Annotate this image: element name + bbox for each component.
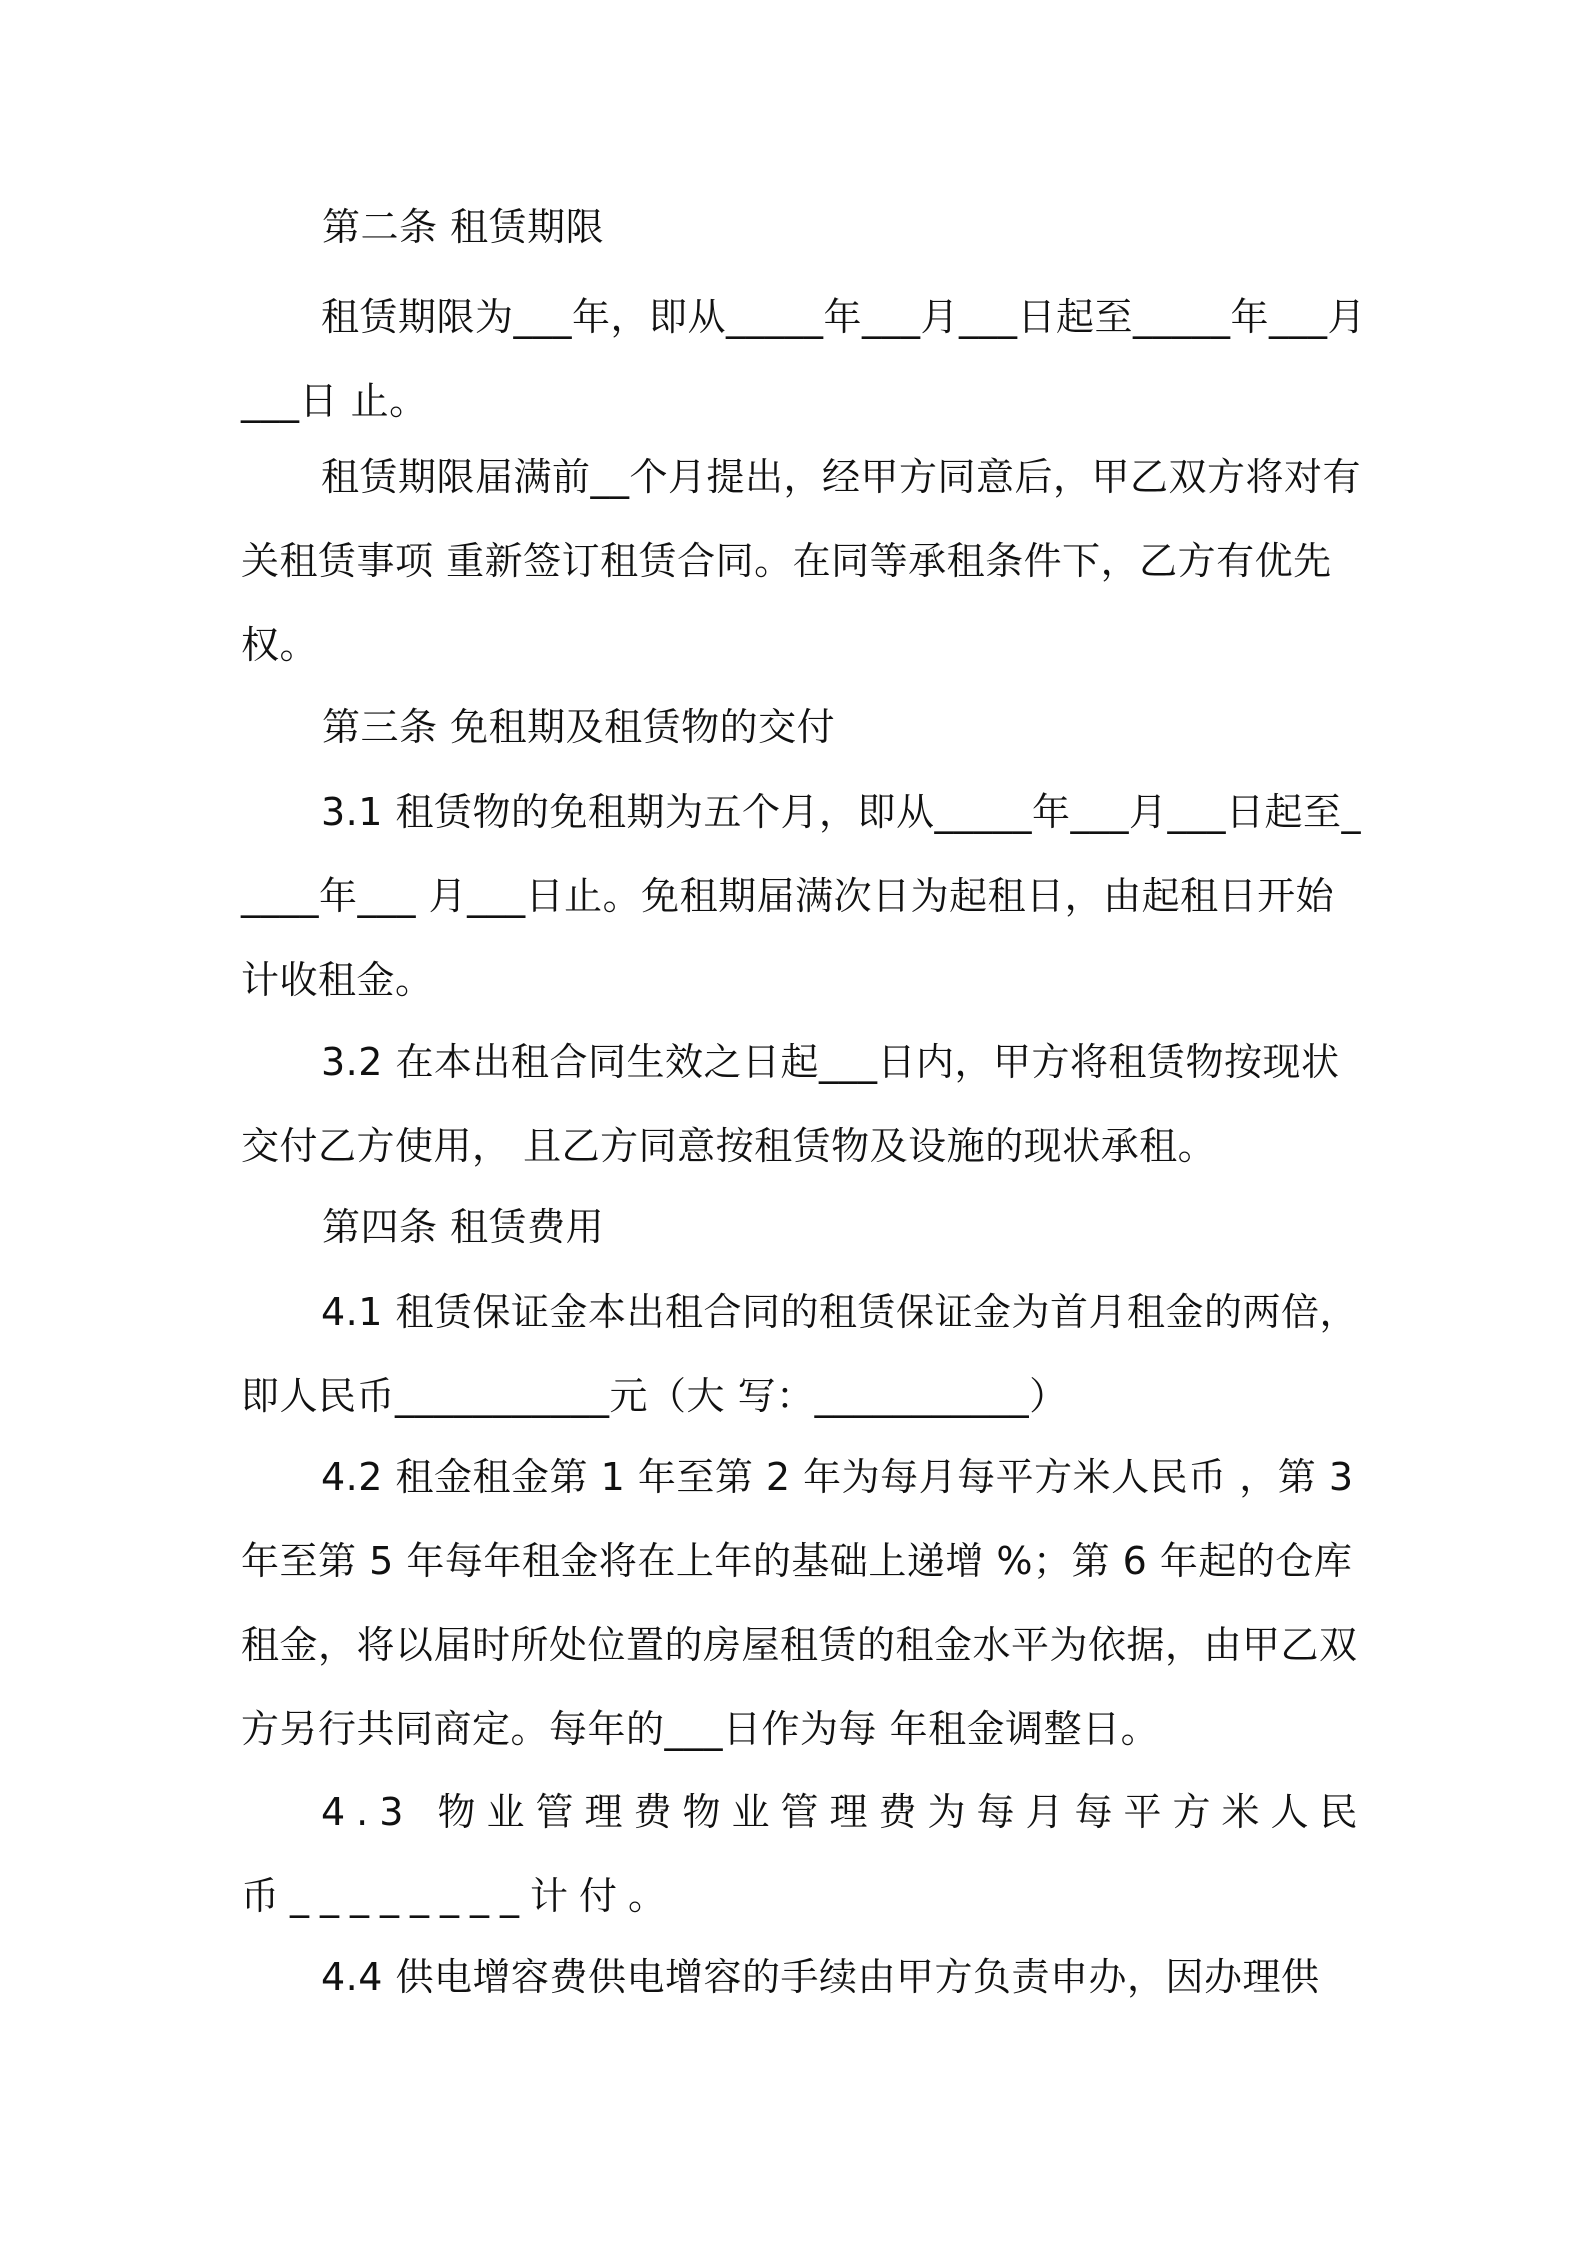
article-2-heading: 第二条 租赁期限 <box>322 205 605 249</box>
clause-4-1-paragraph: 4.1 租赁保证金本出租合同的租赁保证金为首月租金的两倍，即人民币___________元（大 写：___________） <box>241 1290 1359 1418</box>
clause-3-1-paragraph: 3.1 租赁物的免租期为五个月，即从_____年___月___日起至_____年___ 月___日止。免租期届满次日为起租日，由起租日开始计收租金。 <box>241 790 1362 1002</box>
clause-3-2-paragraph: 3.2 在本出租合同生效之日起___日内，甲方将租赁物按现状交付乙方使用， 且乙方同意按租赁物及设施的现状承租。 <box>241 1040 1340 1168</box>
clause-4-4-paragraph: 4.4 供电增容费供电增容的手续由甲方负责申办，因办理供 <box>321 1955 1320 1999</box>
clause-4-3-paragraph: 4.3 物业管理费物业管理费为每月每平方米人民币________计付。 <box>241 1790 1369 1918</box>
clause-4-2-paragraph: 4.2 租金租金第 1 年至第 2 年为每月每平方米人民币 ，第 3 年至第 5 年每年租金将在上年的基础上递增 %；第 6 年起的仓库租金，将以届时所处位置的房屋租赁的租金水平为依据，由甲乙双方另行共同商定。每年的___日作为每 年租金调整日。 <box>241 1455 1358 1751</box>
article-3-heading: 第三条 免租期及租赁物的交付 <box>322 705 836 749</box>
renewal-paragraph: 租赁期限届满前__个月提出，经甲方同意后，甲乙双方将对有关租赁事项 重新签订租赁合同。在同等承租条件下，乙方有优先权。 <box>241 455 1362 667</box>
lease-term-paragraph: 租赁期限为___年，即从_____年___月___日起至_____年___月___日 止。 <box>241 295 1367 423</box>
article-4-heading: 第四条 租赁费用 <box>322 1205 605 1249</box>
